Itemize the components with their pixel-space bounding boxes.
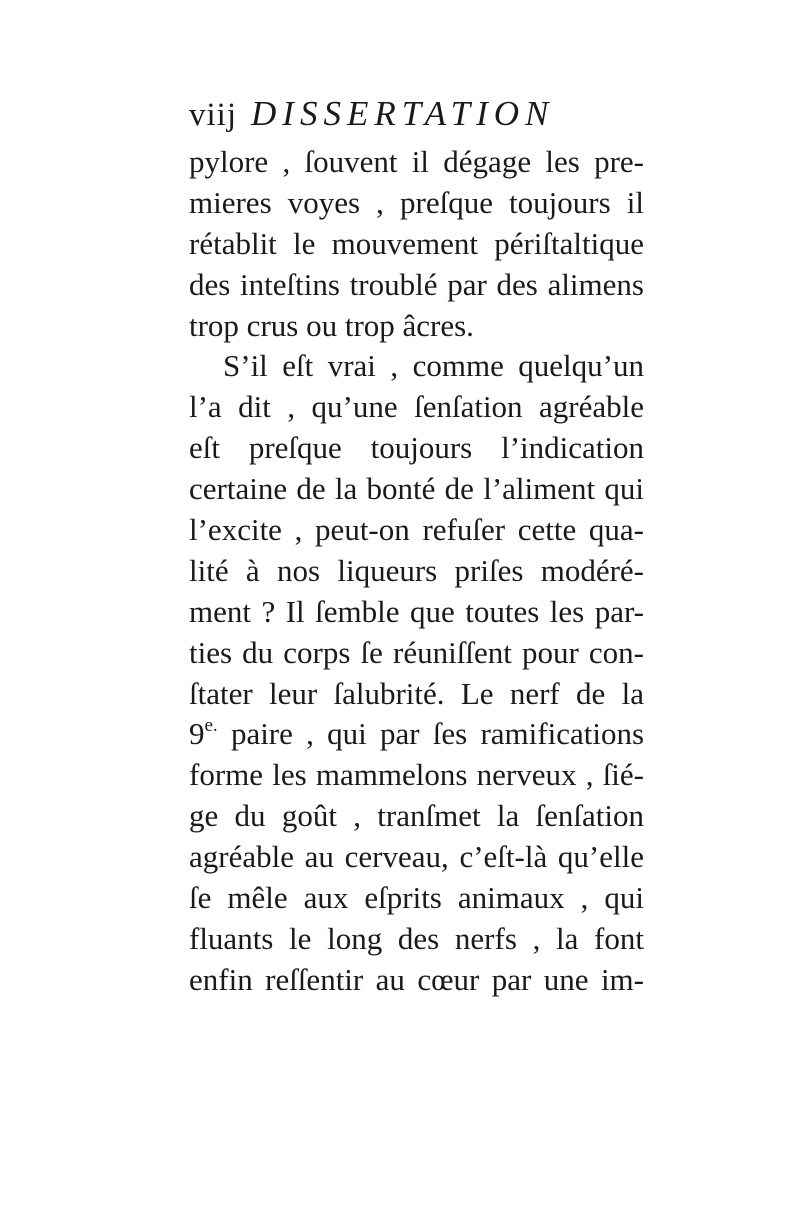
paragraph-start-line: S’il eſt vrai , comme quelqu’un [223, 348, 644, 384]
ordinal-number: 9 [189, 716, 205, 752]
text-line: forme les mammelons nerveux , ſié- [189, 757, 644, 793]
text-line: agréable au cerveau, c’eſt-là qu’elle [189, 839, 644, 875]
text-line: l’excite , peut-on refuſer cette qua- [189, 512, 644, 548]
text-line: ties du corps ſe réuniſſent pour con- [189, 634, 644, 670]
paragraph-end-line: trop crus ou trop âcres. [189, 307, 474, 343]
text-line: certaine de la bonté de l’aliment qui [189, 471, 644, 507]
text-line: ſe mêle aux eſprits animaux , qui [189, 880, 644, 916]
page-number: viij [189, 97, 238, 133]
text-line: pylore , ſouvent il dégage les pre- [189, 144, 644, 179]
running-title: DISSERTATION [251, 94, 555, 133]
text-line: rétablit le mouvement périſtaltique [189, 225, 644, 261]
text-line: ge du goût , tranſmet la ſenſation [189, 798, 644, 834]
text-line: eſt preſque toujours l’indication [189, 430, 644, 466]
text-line: mieres voyes , preſque toujours il [189, 184, 644, 220]
text-line-with-ordinal [189, 714, 644, 755]
body-text [189, 142, 644, 1001]
text-line: lité à nos liqueurs priſes modéré- [189, 552, 644, 588]
text-line: ſtater leur ſalubrité. Le nerf de la [189, 675, 644, 711]
text-line: fluants le long des nerfs , la font [189, 920, 644, 956]
ordinal-suffix: e. [204, 715, 218, 737]
running-head [189, 92, 649, 136]
text-line: ment ? Il ſemble que toutes les par- [189, 593, 644, 629]
ordinal-line-text: paire , qui par ſes ramifications [230, 716, 645, 752]
text-line: des inteſtins troublé par des alimens [189, 266, 644, 302]
text-line: l’a dit , qu’une ſenſation agréable [189, 389, 644, 425]
text-line: enfin reſſentir au cœur par une im- [189, 961, 644, 997]
